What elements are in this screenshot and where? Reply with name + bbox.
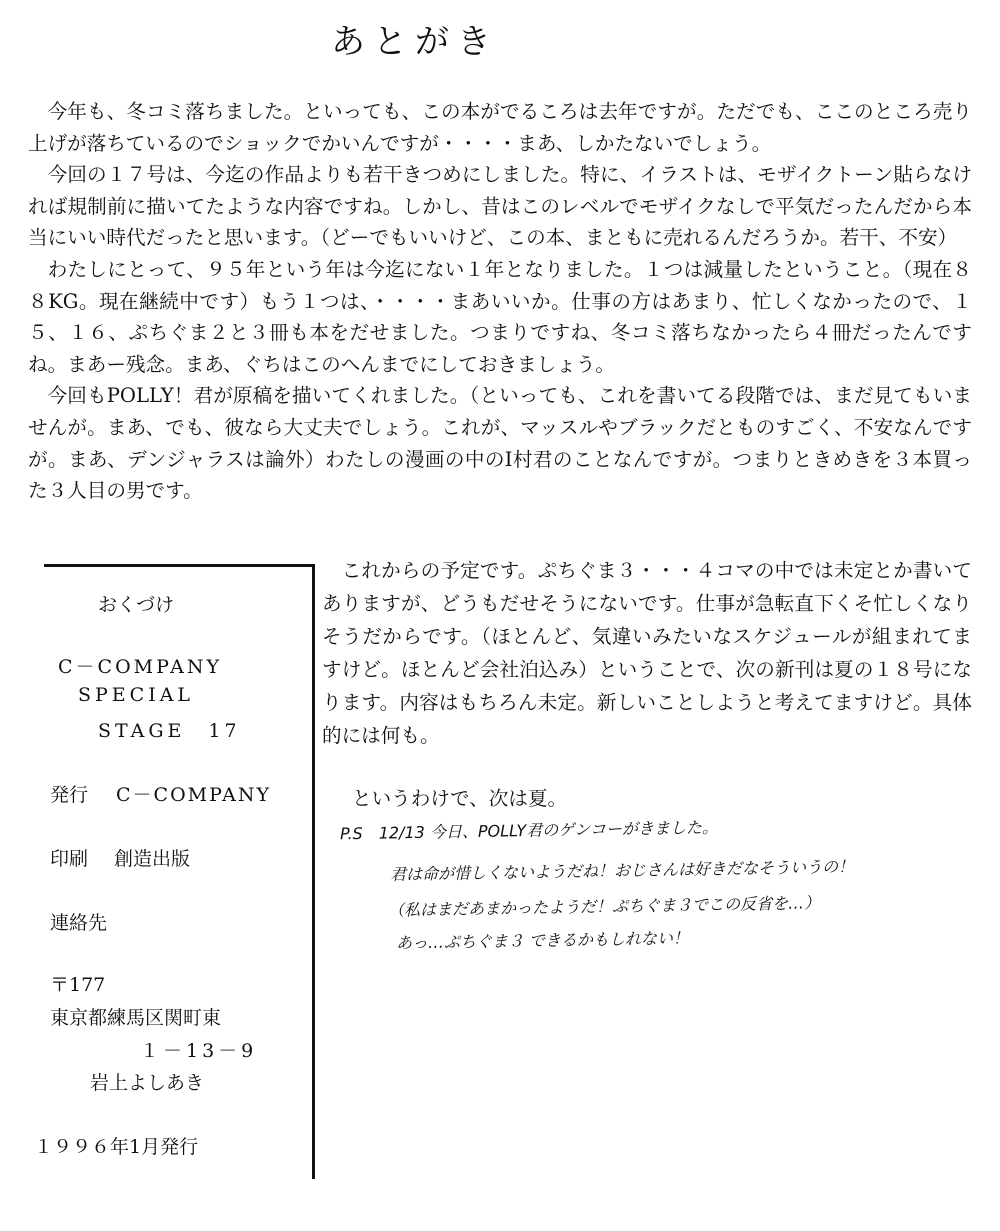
printer-value: 創造出版 <box>114 848 191 870</box>
author-name: 岩上よしあき <box>90 1072 205 1094</box>
paragraph: これからの予定です。ぷちぐま３・・・４コマの中では未定とか書いてありますが、どうもだせそうにないです。仕事が急転直下くそ忙しくなりそうだからです。（ほとんど、気違いみたいなスケジュールが組まれてますけど。ほとんど会社泊込み）ということで、次の新刊は夏の１８号になります。内容はもちろん未定。新しいことしようと考えてますけど。具体的には何も。 <box>322 559 972 747</box>
publisher-label: 発行 <box>50 784 89 806</box>
address-line: 東京都練馬区関町東 <box>50 1007 222 1029</box>
postal-code: 〒177 <box>50 974 106 996</box>
body-text <box>28 96 972 507</box>
publisher-value: C－COMPANY <box>116 784 272 806</box>
colophon-heading: おくづけ <box>98 594 175 616</box>
publish-date: １９９６年1月発行 <box>34 1136 199 1158</box>
ps-line: （私はまだあまかったようだ！ぷちぐま３でこの反省を…） <box>387 893 821 920</box>
paragraph: わたしにとって、９５年という年は今迄にない１年となりました。１つは減量したということ。（現在８８KG。現在継続中です）もう１つは、・・・・まあいいか。仕事の方はあまり、忙しくなかったので、１５、１６、ぷちぐま２と３冊も本をだせました。つまりですね、冬コミ落ちなかったら４冊だったんですね。まあー残念。まあ、ぐちはこのへんまでにしておきましょう。 <box>28 257 972 376</box>
ps-line: P.S 12/13 今日、POLLY君のゲンコーがきました。 <box>339 817 719 844</box>
ps-line: 君は命が惜しくないようだね！おじさんは好きだなそういうの！ <box>389 856 855 885</box>
paragraph: 今年も、冬コミ落ちました。といっても、この本がでるころは去年ですが。ただでも、ここのところ売り上げが落ちているのでショックでかいんですが・・・・まあ、しかたないでしょう。 <box>28 100 972 155</box>
address-line: １－13－9 <box>140 1040 258 1062</box>
colophon-title-line: SPECIAL <box>78 684 195 706</box>
paragraph: 今回の１７号は、今迄の作品よりも若干きつめにしました。特に、イラストは、モザイクトーン貼らなければ規制前に描いてたような内容ですね。しかし、昔はこのレベルでモザイクなしで平気だったんだから本当にいい時代だったと思います。（どーでもいいけど、この本、まともに売れるんだろうか。若干、不安） <box>28 163 972 250</box>
colophon-title-line: STAGE 17 <box>98 720 241 742</box>
schedule-paragraph <box>322 554 972 752</box>
closing-line: というわけで、次は夏。 <box>352 787 568 810</box>
paragraph: 今回もPOLLY！君が原稿を描いてくれました。（といっても、これを書いてる段階では、まだ見てもいませんが。まあ、でも、彼なら大丈夫でしょう。これが、マッスルやブラックだとものすごく、不安なんですが。まあ、デンジャラスは論外）わたしの漫画の中のI村君のことなんですが。つまりときめきを３本買った３人目の男です。 <box>28 384 972 503</box>
colophon-title-line: C－COMPANY <box>58 656 223 678</box>
contact-label: 連絡先 <box>50 912 108 934</box>
page-title: あとがき <box>331 22 499 62</box>
ps-line: あっ…ぷちぐま３ できるかもしれない！ <box>395 928 690 953</box>
printer-label: 印刷 <box>50 848 89 870</box>
